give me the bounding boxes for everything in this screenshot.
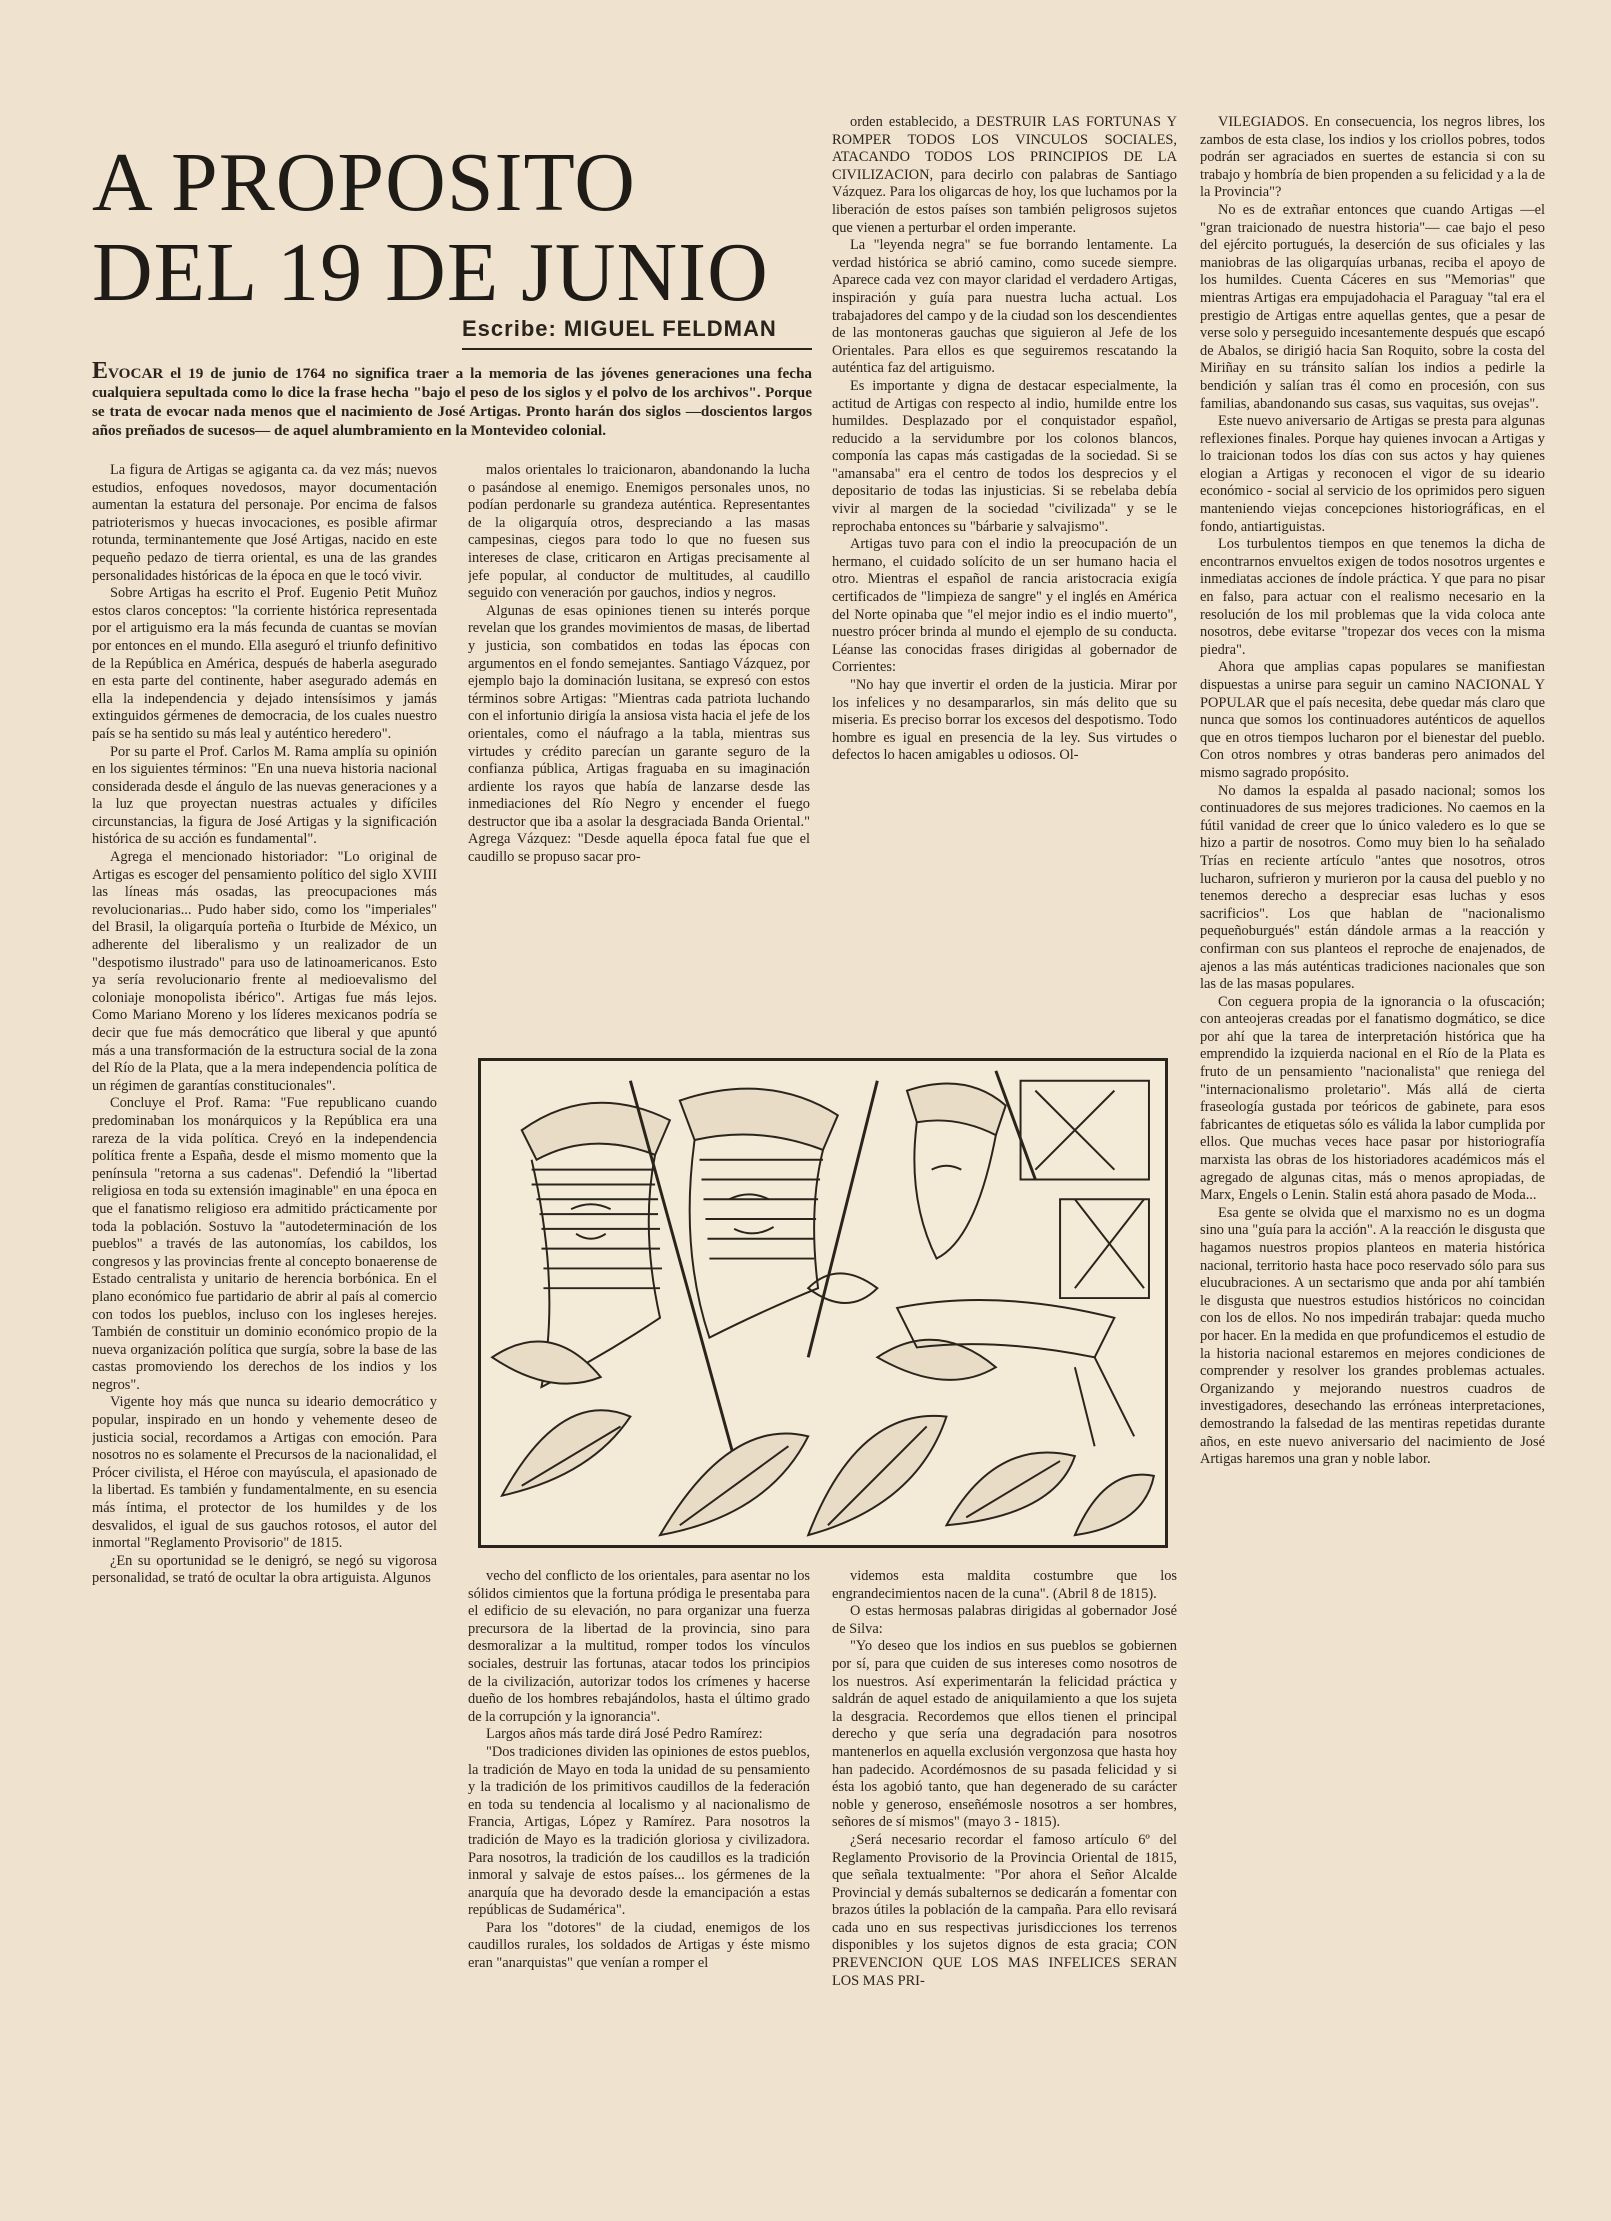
lede-text: VOCAR el 19 de junio de 1764 no significa traer a la memoria de las jóvenes generaciones una fecha cualquiera sepultada como lo dice la frase hecha "bajo el peso de los siglos y el polvo de los archivos". Porque se trata de evocar nada menos que el nacimiento de José Artigas. Pronto harán dos siglos —doscientos largos años preñados de sucesos— de aquel alumbramiento en la Montevideo colonial. [92, 365, 812, 439]
paragraph: videmos esta maldita costumbre que los engrandecimientos nacen de la cuna". (Abril 8 de 1815). [832, 1568, 1177, 1602]
column-2-top [468, 462, 810, 1036]
paragraph: "No hay que invertir el orden de la justicia. Mirar por los infelices y no desampararlos, sin más delito que su miseria. Es preciso borrar los excesos del despotismo. Todo hombre es igual en presencia de la ley. Sus virtudes o defectos lo hacen amigables u odiosos. Ol- [832, 677, 1177, 764]
lede-dropcap: E [92, 358, 109, 384]
paragraph: Este nuevo aniversario de Artigas se presta para algunas reflexiones finales. Porque hay quienes invocan a Artigas y lo traicionan todos los días con sus actos y hay quienes elogian a Artigas y reconocen el vigor de su ideario económico - social al servicio de los oprimidos pero siguen manteniendo viejas concepciones historiográficas, en el fondo, antiartiguistas. [1200, 413, 1545, 535]
paragraph: Con ceguera propia de la ignorancia o la ofuscación; con anteojeras creadas por el fanatismo dogmático, se dice por ahí que la tarea de interpretación histórica que ha emprendido la izquierda nacional en el Río de la Plata es fruto de un pensamiento "nacionalista" que reniega del "internacionalismo proletario". Más allá de cierta fraseología gustada por teóricos de gabinete, para esos fabricantes de etiquetas sólo es válida la labor cumplida por ellos. Que muchas veces hace pasar por historiografía marxista las obras de los historiadores académicos más el agregado de algunas citas, más o menos apropiadas, de Marx, Engels o Lenin. Stalin está ahora pasado de Moda... [1200, 993, 1545, 1204]
paragraph: Ahora que amplias capas populares se manifiestan dispuestas a unirse para seguir un camino NACIONAL Y POPULAR que el país necesita, debe quedar más claro que nunca que somos los continuadores auténticos de aquellos que en otros tiempos lucharon por el bienestar del pueblo. Con otros nombres y otras banderas pero animados del mismo sagrado propósito. [1200, 659, 1545, 781]
paragraph: "Dos tradiciones dividen las opiniones de estos pueblos, la tradición de Mayo en toda la unidad de su pensamiento y la tradición de los primitivos caudillos de la federación en toda su tendencia al localismo y al nacionalismo de Francia, Artigas, López y Ramírez. Para nosotros la tradición de Mayo es la tradición gloriosa y civilizadora. Para nosotros, la tradición de los caudillos es la tradición inmoral y salvaje de estos países... los gérmenes de la anarquía que ha devorado desde la emancipación a estas repúblicas de Sudamérica". [468, 1743, 810, 1919]
paragraph: ¿Será necesario recordar el famoso artículo 6º del Reglamento Provisorio de la Provincia Oriental de 1815, que señala textualmente: "Por ahora el Señor Alcalde Provincial y demás subalternos se dedicarán a fomentar con brazos útiles la población de la campaña. Para ello revisará cada uno en sus respectivas jurisdicciones los terrenos disponibles y los sujetos dignos de esta gracia; CON PREVENCION QUE LOS MAS INFELICES SERAN LOS MAS PRI- [832, 1831, 1177, 1989]
paragraph: Por su parte el Prof. Carlos M. Rama amplía su opinión en los siguientes términos: "En una nueva historia nacional considerada desde el ángulo de las nuevas generaciones y a la luz que proyectan nuestras actuales y difíciles circunstancias, la figura de José Artigas y la significación histórica de su acción es fundamental". [92, 743, 437, 848]
paragraph: VILEGIADOS. En consecuencia, los negros libres, los zambos de esta clase, los indios y los criollos pobres, todos podrán ser agraciados en suertes de estancia si con su trabajo y hombría de bien propenden a su felicidad y a la de la Provincia"? [1200, 114, 1545, 201]
paragraph: O estas hermosas palabras dirigidas al gobernador José de Silva: [832, 1603, 1177, 1637]
headline-line-1: A PROPOSITO [92, 136, 636, 229]
paragraph: Es importante y digna de destacar especialmente, la actitud de Artigas con respecto al indio, humilde entre los humildes. Desplazado por el conquistador español, reducido a la servidumbre por los colonos blancos, componía las capas más castigadas de la sociedad. Si se "amansaba" era el centro de todos los desprecios y el depositario de todas las injusticias. Si se rebelaba debía vivir al margen de la sociedad "civilizada" y se le reprochaba entonces su "bárbarie y salvajismo". [832, 377, 1177, 535]
paragraph: Sobre Artigas ha escrito el Prof. Eugenio Petit Muñoz estos claros conceptos: "la corriente histórica representada por el artiguismo era la más fecunda de cuantas se movían por entonces en el mundo. Ella aseguró el triunfo definitivo de la República en América, después de haberla asegurado en esta parte del continente, haber asegurado además en ella la independencia y dejado intensísimos y jamás extinguidos gérmenes de democracia, de los cuales nuestro país se ha sentido su más leal y auténtico heredero". [92, 585, 437, 742]
byline: Escribe: MIGUEL FELDMAN [462, 316, 777, 341]
headline [92, 138, 812, 318]
lede-paragraph [92, 358, 812, 440]
paragraph: orden establecido, a DESTRUIR LAS FORTUNAS Y ROMPER TODOS LOS VINCULOS SOCIALES, ATACANDO TODOS LOS PRINCIPIOS DE LA CIVILIZACION, para decirlo con palabras de Santiago Vázquez. Para los oligarcas de hoy, los que luchamos por la liberación de estos países son también peligrosos sujetos que vienen a perturbar el orden imperante. [832, 114, 1177, 236]
column-3-top [832, 114, 1177, 1034]
paragraph: vecho del conflicto de los orientales, para asentar no los sólidos cimientos que la fortuna pródiga le presentaba para el edificio de su elevación, no para organizar una fuerza precursora de la libertad de la provincia, sino para desmoralizar a la multitud, romper todos los vínculos sociales, destruir las fortunas, atacar todos los principios de la civilización, autorizar todos los crímenes y hacerse dueño de los hombres rebajándolos, hasta el último grado de la corrupción y la ignorancia". [468, 1568, 810, 1725]
paragraph: Los turbulentos tiempos en que tenemos la dicha de encontrarnos envueltos exigen de todos nosotros urgentes e inmediatas acciones de índole práctica. Y que para no pisar en falso, para actuar con el realismo necesario en la resolución de los mil problemas que la vida coloca ante nosotros, debe evitarse "tropezar dos veces con la misma piedra". [1200, 536, 1545, 658]
byline-rule [462, 348, 812, 350]
paragraph: ¿En su oportunidad se le denigró, se negó su vigorosa personalidad, se trató de ocultar la obra artiguista. Algunos [92, 1552, 437, 1587]
woodcut-illustration [478, 1058, 1168, 1548]
column-2-bottom [468, 1568, 810, 2192]
paragraph: "Yo deseo que los indios en sus pueblos se gobiernen por sí, para que cuiden de sus intereses como nosotros de los nuestros. Así experimentarán la felicidad práctica y saldrán de aquel estado de aniquilamiento a que los sujeta la desgracia. Recordemos que ellos tienen el principal derecho y que sería una degradación para nosotros mantenerlos en aquella exclusión vergonzosa que hasta hoy han padecido. Acordémosnos de su pasada felicidad y si ésta los agobió tanto, que han degenerado de su carácter noble y generoso, enseñémosle nosotros a ser hombres, señores de sí mismos" (mayo 3 - 1815). [832, 1638, 1177, 1831]
paragraph: malos orientales lo traicionaron, abandonando la lucha o pasándose al enemigo. Enemigos personales unos, no podían perdonarle su grandeza auténtica. Representantes de la oligarquía otros, despreciando a las masas campesinas, ciegos para todo lo que no fuesen sus intereses de clase, criticaron en Artigas precisamente al jefe popular, al conductor de multitudes, al caudillo seguido con veneración por gauchos, indios y negros. [468, 462, 810, 602]
paragraph: No damos la espalda al pasado nacional; somos los continuadores de sus mejores tradiciones. No caemos en la fútil vanidad de creer que lo único valedero es lo que se hizo a partir de nosotros. Como muy bien lo ha señalado Trías en reciente artículo "antes que nosotros, otros lucharon, sufrieron y murieron por la causa del pueblo y no tenemos derecho a despreciar esas luchas y esos sacrificios". Los que hablan de "nacionalismo pequeñoburgués" están dándole armas a la reacción y confirman con sus planteos el reproche de enajenados, de ajenos a las más auténticas tradiciones nacionales que son las de las masas populares. [1200, 782, 1545, 993]
paragraph: Algunas de esas opiniones tienen su interés porque revelan que los grandes movimientos de masas, de libertad y justicia, son combatidos en todas las épocas con argumentos en el fondo semejantes. Santiago Vázquez, por ejemplo bajo la dominación lusitana, se expresó con estos términos sobre Artigas: "Mientras cada patriota luchando con el infortunio dirigía la ansiosa vista hacia el jefe de los orientales, como el náufrago a la tabla, mientras sus virtudes y crédito parecían un garante seguro de la confianza pública, Artigas fraguaba en su imaginación ardiente los rayos que había de lanzarse desde las inmediaciones del Río Negro y encender el fuego destructor que iba a asolar la desgraciada Banda Oriental." Agrega Vázquez: "Desde aquella época fatal fue que el caudillo se propuso sacar pro- [468, 602, 810, 866]
paragraph: La figura de Artigas se agiganta ca. da vez más; nuevos estudios, enfoques novedosos, mayor documentación aumentan la estatura del personaje. Por encima de falsos patrioterismos y huecas invocaciones, es posible afirmar rotunda, terminantemente que José Artigas, nacido en este pequeño pedazo de tierra oriental, es una de las grandes personalidades históricas de la época en que le tocó vivir. [92, 462, 437, 584]
illustration-drawing [481, 1061, 1165, 1545]
paragraph: Para los "dotores" de la ciudad, enemigos de los caudillos rurales, los soldados de Artigas y éste mismo eran "anarquistas" que venían a romper el [468, 1919, 810, 1972]
paragraph: No es de extrañar entonces que cuando Artigas —el "gran traicionado de nuestra historia"— cae bajo el peso del ejército portugués, la deserción de sus oficiales y las maniobras de las oligarquías urbanas, reciba el apoyo de los humildes. Cuenta Cáceres en sus "Memorias" que mientras Artigas era empujadohacia el Paraguay "tal era el prestigio de Artigas entre aquellas gentes, que a pesar de verse solo y perseguido incesantemente después que escapó de Abalos, se dirigió hacia San Roquito, sobre la costa del Miriñay en su tránsito salían los indios a pedirle la bendición y salían tras él como en procesión, con sus familias, abandonando sus casas, sus vaquitas, sus ovejas". [1200, 201, 1545, 412]
column-4 [1200, 114, 1545, 2192]
paragraph: Esa gente se olvida que el marxismo no es un dogma sino una "guía para la acción". A la reacción le disgusta que hagamos nuestros propios planteos en materia histórica nacional, territorio hasta hace poco reservado sólo para sus elucubraciones. A un sectarismo que anda por ahí también le disgusta que nuestros estudios históricos no coincidan con los de ellos. No nos impedirán trabajar: queda mucho por hacer. En la medida en que profundicemos el estudio de la historia nacional estaremos en mejores condiciones de comprender y resolver los grandes problemas actuales. Organizando y mejorando nuestros cuadros de investigadores, desechando las erróneas interpretaciones, demostrando la falsedad de las mentiras repetidas durante años, en este nuevo aniversario del nacimiento de José Artigas haremos una gran y noble labor. [1200, 1204, 1545, 1468]
paragraph: La "leyenda negra" se fue borrando lentamente. La verdad histórica se abrió camino, como sucede siempre. Aparece cada vez con mayor claridad el verdadero Artigas, inspiración y guía para nuestra lucha actual. Los trabajadores del campo y de la ciudad son los descendientes de las montoneras gauchas que siguieron al Jefe de los Orientales. Para ellos es que seguiremos rescatando la auténtica faz del artiguismo. [832, 237, 1177, 377]
paragraph: Largos años más tarde dirá José Pedro Ramírez: [486, 1726, 763, 1743]
headline-line-2: DEL 19 DE JUNIO [92, 226, 769, 319]
paragraph: Concluye el Prof. Rama: "Fue republicano cuando predominaban los monárquicos y la República era una rareza de la vida política. Creyó en la independencia política frente a España, desde el mismo momento que la península "retorna a sus cadenas". Defendió la "libertad religiosa en toda su extensión imaginable" en una época en que el fanatismo religioso era admitido prácticamente por toda la población. Sostuvo la "autodeterminación de los pueblos" a través de las autonomías, los cabildos, los congresos y las provincias frente al concepto bonaerense de Estado centralista y unitario de herencia borbónica. En el plano económico fue partidario de abrir al país al comercio con todos los pueblos, incluso con los ingleses herejes. También de constituir un dominio económico propio de la nueva organización política que surgía, sobre la base de las castas promoviendo los derechos de los indios y los negros". [92, 1095, 437, 1393]
paragraph: Vigente hoy más que nunca su ideario democrático y popular, inspirado en un hondo y vehemente deseo de justicia social, recordamos a Artigas con emoción. Para nosotros no es solamente el Precursos de la nacionalidad, el Prócer civilista, el Héroe con mayúscula, el apasionado de la libertad. Es también y fundamentalmente, en su esencia más íntima, el protector de los humildes y de los desvalidos, el igual de sus gauchos rotosos, el autor del inmortal "Reglamento Provisorio" de 1815. [92, 1394, 437, 1552]
column-3-bottom [832, 1568, 1177, 2192]
column-1 [92, 462, 437, 2192]
paragraph: Artigas tuvo para con el indio la preocupación de un hermano, el cuidado solícito de un ser humano hacia el otro. Mientras el español de rancia aristocracia exigía certificados de "limpieza de sangre" y el inglés en América del Norte opinaba que "el mejor indio es el indio muerto", nuestro prócer brinda al mundo el ejemplo de su conducta. Léanse las conocidas frases dirigidas al gobernador de Corrientes: [832, 536, 1177, 676]
paragraph: Agrega el mencionado historiador: "Lo original de Artigas es escoger del pensamiento político del siglo XVIII las líneas más osadas, las preocupaciones más revolucionarias... Pudo haber sido, como los "imperiales" del Brasil, la oligarquía porteña o Iturbide de México, un adherente del liberalismo y un realizador de un "despotismo ilustrado" para uso de latinoamericanos. Esto ya sería revolucionario frente al medioevalismo del coloniaje monopolista ibérico". Artigas fue más lejos. Como Mariano Moreno y los líderes mexicanos podría se decir que fue más democrático que liberal y que apuntó más a una transformación de la estructura social de la zona del Río de la Plata, que a la mera independencia política de un régimen de garantías constitucionales". [92, 849, 437, 1094]
